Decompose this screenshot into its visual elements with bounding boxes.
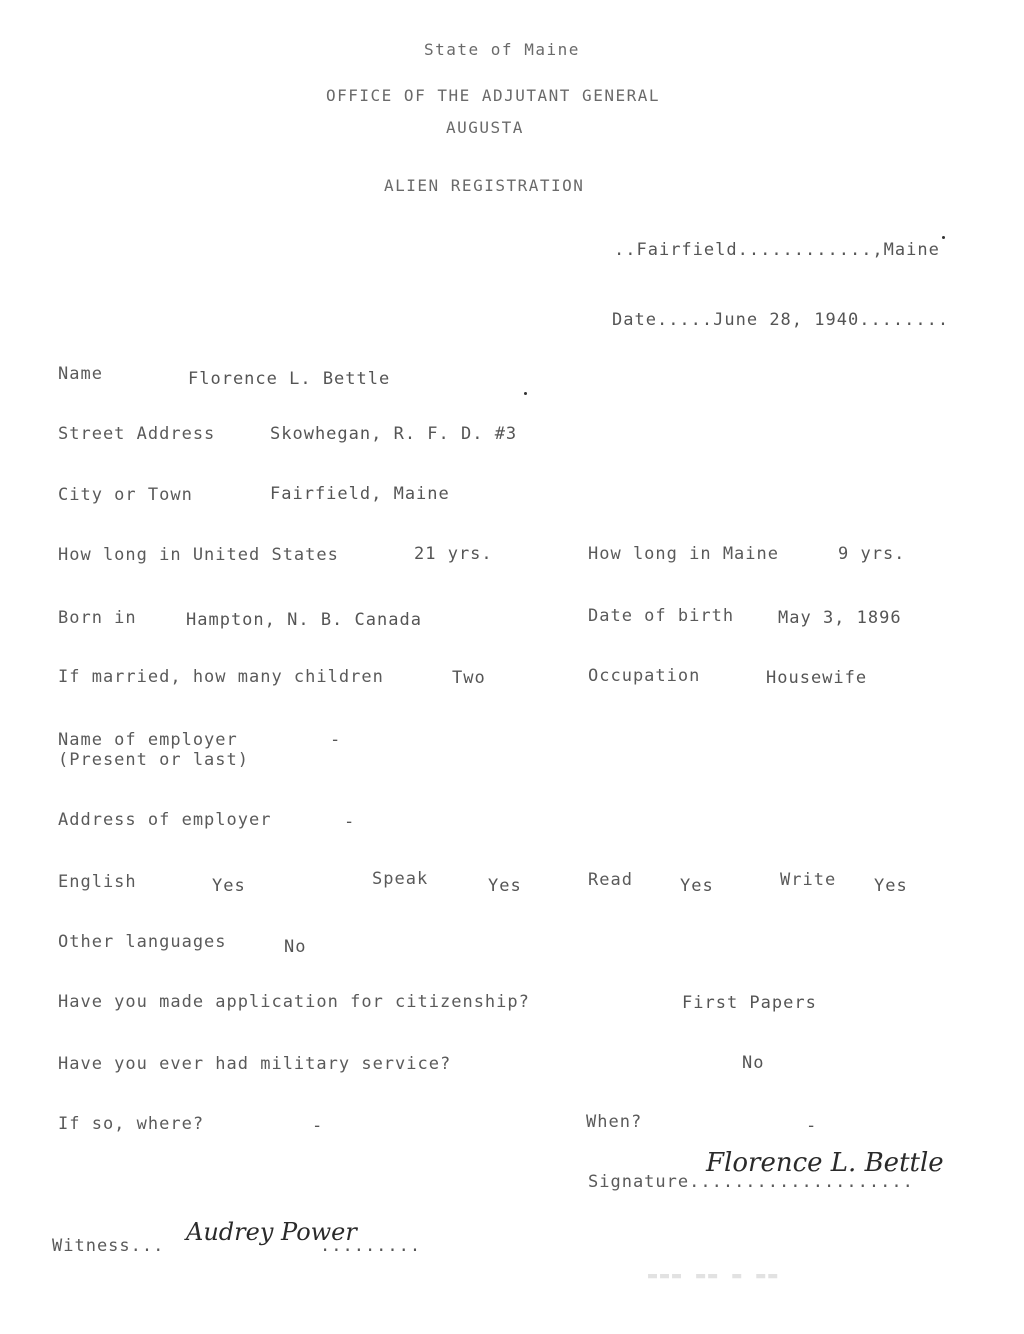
employer-address-label: Address of employer [58, 810, 272, 830]
read-label: Read [588, 870, 633, 890]
employer-value: - [330, 730, 342, 750]
date-label: Date [612, 310, 657, 330]
date-line: Date.....June 28, 1940........ [612, 310, 950, 330]
speak-value: Yes [488, 876, 522, 896]
other-languages-label: Other languages [58, 932, 227, 952]
received-stamp: ▬▬▬ ▬▬ ▬ ▬▬ [648, 1266, 781, 1284]
witness-label-line: Witness... [52, 1236, 165, 1256]
english-label: English [58, 872, 137, 892]
born-label: Born in [58, 608, 137, 628]
military-value: No [742, 1053, 765, 1073]
read-value: Yes [680, 876, 714, 896]
dob-label: Date of birth [588, 606, 735, 626]
write-value: Yes [874, 876, 908, 896]
maine-duration-value: 9 yrs. [838, 544, 906, 564]
write-label: Write [780, 870, 837, 890]
born-value: Hampton, N. B. Canada [186, 610, 422, 630]
form-title: ALIEN REGISTRATION [384, 176, 585, 195]
military-label: Have you ever had military service? [58, 1054, 452, 1074]
where-value: - [312, 1116, 324, 1136]
place-line: ..Fairfield............,Maine [614, 240, 940, 260]
employer-sublabel: (Present or last) [58, 750, 249, 770]
witness-label: Witness [52, 1236, 131, 1256]
signature-label: Signature [588, 1172, 690, 1192]
other-languages-value: No [284, 937, 307, 957]
street-value: Skowhegan, R. F. D. #3 [270, 424, 518, 444]
when-label: When? [586, 1112, 643, 1132]
signature-label-line: Signature.................... [588, 1172, 914, 1192]
maine-duration-label: How long in Maine [588, 544, 779, 564]
occupation-label: Occupation [588, 666, 701, 686]
when-value: - [806, 1116, 818, 1136]
witness-handwriting: Audrey Power [186, 1218, 357, 1246]
employer-label: Name of employer [58, 730, 238, 750]
employer-address-value: - [344, 812, 356, 832]
city-value: Fairfield, Maine [270, 484, 450, 504]
us-duration-value: 21 yrs. [414, 544, 493, 564]
state-heading: State of Maine [424, 40, 580, 59]
where-label: If so, where? [58, 1114, 205, 1134]
citizenship-value: First Papers [682, 993, 817, 1013]
city-heading: AUGUSTA [446, 118, 524, 137]
english-value: Yes [212, 876, 246, 896]
citizenship-label: Have you made application for citizenship? [58, 992, 530, 1012]
office-heading: OFFICE OF THE ADJUTANT GENERAL [326, 86, 660, 105]
date-value: June 28, 1940 [713, 310, 860, 330]
name-value: Florence L. Bettle [188, 369, 391, 389]
city-label: City or Town [58, 485, 193, 505]
street-label: Street Address [58, 424, 216, 444]
place-suffix: Maine [883, 240, 940, 260]
us-duration-label: How long in United States [58, 545, 339, 565]
witness-dots: ......... [320, 1236, 422, 1256]
name-label: Name [58, 364, 103, 384]
place-town: Fairfield [636, 240, 738, 260]
children-label: If married, how many children [58, 667, 384, 687]
children-value: Two [452, 668, 486, 688]
speak-label: Speak [372, 869, 429, 889]
ink-speck [524, 392, 527, 395]
signature-handwriting: Florence L. Bettle [706, 1148, 944, 1178]
ink-speck [942, 236, 945, 239]
occupation-value: Housewife [766, 668, 868, 688]
dob-value: May 3, 1896 [778, 608, 902, 628]
